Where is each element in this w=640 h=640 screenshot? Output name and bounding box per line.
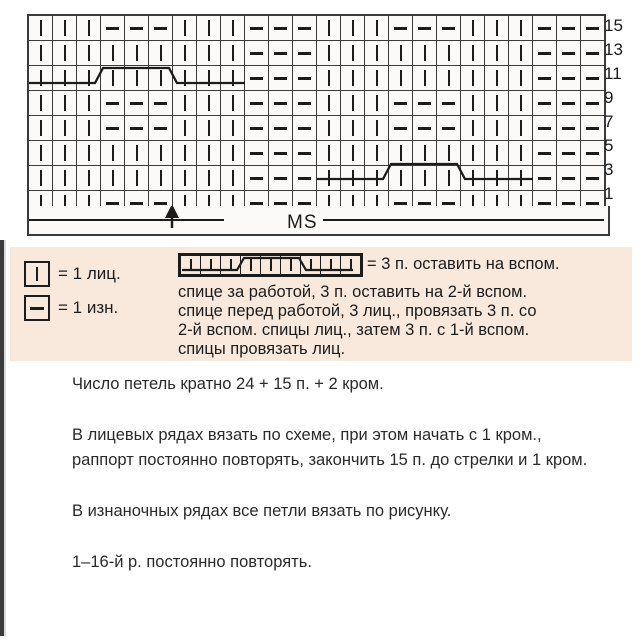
row-number: 5 [604, 136, 614, 155]
purl-cell [125, 15, 149, 41]
knit-cell [413, 166, 437, 191]
knit-cell [389, 66, 413, 91]
knit-cell [149, 41, 173, 66]
knit-cell [341, 116, 365, 141]
row-number: 11 [604, 64, 622, 83]
knit-cell [485, 41, 509, 66]
knit-cell [221, 91, 245, 116]
knit-cell [53, 116, 77, 141]
legend-item-purl [24, 291, 174, 325]
knit-cell [101, 141, 125, 166]
knit-cell [197, 66, 221, 91]
purl-cell [269, 166, 293, 191]
purl-cell [533, 166, 557, 191]
purl-cell [389, 116, 413, 141]
knit-cell [173, 91, 197, 116]
knit-cell [125, 66, 149, 91]
chart-row [28, 91, 605, 116]
purl-cell [269, 141, 293, 166]
stitch-grid [27, 14, 606, 217]
cable-legend-curve [180, 253, 357, 275]
knit-cell [101, 166, 125, 191]
knit-cell [437, 66, 461, 91]
knit-cell [53, 166, 77, 191]
knit-cell [221, 15, 245, 41]
row-number: 3 [604, 160, 614, 179]
knit-cell [341, 141, 365, 166]
cable-legend-line: спицы провязать лиц. [178, 340, 346, 358]
knit-cell [197, 15, 221, 41]
purl-cell [245, 141, 269, 166]
purl-cell [557, 41, 581, 66]
purl-cell [245, 41, 269, 66]
purl-cell [437, 116, 461, 141]
knit-cell [28, 91, 53, 116]
knit-cell [173, 66, 197, 91]
chart-grid-wrapper [27, 14, 606, 217]
chart-row [28, 66, 605, 91]
knit-cell [461, 41, 485, 66]
purl-cell [533, 41, 557, 66]
chart-row [28, 116, 605, 141]
legend-panel [10, 247, 632, 361]
knit-cell [221, 116, 245, 141]
knit-cell [485, 116, 509, 141]
purl-cell [557, 166, 581, 191]
cable-legend-description [178, 283, 624, 359]
knit-cell [461, 166, 485, 191]
knit-cell [485, 15, 509, 41]
purl-cell [293, 41, 317, 66]
knit-cell [317, 166, 341, 191]
purl-cell [293, 116, 317, 141]
knit-cell [509, 141, 533, 166]
knit-cell [173, 41, 197, 66]
knit-cell [221, 141, 245, 166]
knit-cell [437, 41, 461, 66]
knit-cell [149, 166, 173, 191]
legend-basic-symbols [24, 257, 174, 325]
purl-cell [437, 91, 461, 116]
knit-cell [149, 141, 173, 166]
purl-cell [389, 91, 413, 116]
purl-cell [557, 15, 581, 41]
purl-cell [557, 66, 581, 91]
row-number-column [604, 14, 638, 206]
purl-cell [533, 66, 557, 91]
legend-purl-label: = 1 изн. [58, 298, 119, 317]
purl-cell [557, 141, 581, 166]
knit-cell [197, 166, 221, 191]
knit-cell [77, 116, 101, 141]
knit-cell [173, 116, 197, 141]
knit-cell [365, 66, 389, 91]
knit-cell [365, 166, 389, 191]
knit-cell [341, 15, 365, 41]
knit-cell [173, 15, 197, 41]
knit-cell [173, 166, 197, 191]
purl-cell [269, 66, 293, 91]
purl-cell [533, 141, 557, 166]
purl-cell [581, 166, 606, 191]
knit-cell [341, 66, 365, 91]
knit-cell [485, 141, 509, 166]
knit-cell [28, 66, 53, 91]
knit-cell [389, 141, 413, 166]
knit-cell [509, 15, 533, 41]
knit-cell [221, 166, 245, 191]
knit-cell [413, 66, 437, 91]
knit-cell [101, 41, 125, 66]
purl-cell [581, 91, 606, 116]
purl-cell [557, 91, 581, 116]
knit-cell [461, 15, 485, 41]
purl-cell [245, 166, 269, 191]
purl-cell [101, 15, 125, 41]
purl-cell [149, 91, 173, 116]
knit-cell [53, 141, 77, 166]
knit-cell [365, 41, 389, 66]
knit-cell [461, 66, 485, 91]
knit-cell [461, 116, 485, 141]
knit-cell [317, 41, 341, 66]
purl-cell [125, 91, 149, 116]
purl-cell [269, 15, 293, 41]
cable-legend-line: спице за работой, 3 п. оставить на 2-й вспом. [178, 283, 528, 301]
knit-cell [53, 41, 77, 66]
instruction-paragraph: В лицевых рядах вязать по схеме, при этом начать с 1 кром., раппорт постоянно повторять, закончить 15 п. до стрелки и 1 кром. [72, 426, 588, 469]
knit-cell [317, 66, 341, 91]
knit-cell [77, 166, 101, 191]
knit-cell [28, 166, 53, 191]
legend-item-knit [24, 257, 174, 291]
purl-cell [101, 91, 125, 116]
instructions-text [72, 372, 592, 575]
knit-cell [509, 66, 533, 91]
knit-cell [317, 15, 341, 41]
purl-cell [269, 116, 293, 141]
knit-cell [485, 66, 509, 91]
knitting-chart [0, 0, 640, 240]
purl-cell [269, 91, 293, 116]
chart-row [28, 166, 605, 191]
purl-cell [293, 15, 317, 41]
knit-cell [509, 91, 533, 116]
knit-cell [461, 91, 485, 116]
purl-cell [293, 166, 317, 191]
knit-cell [413, 141, 437, 166]
purl-cell [245, 91, 269, 116]
chart-row [28, 15, 605, 41]
knit-cell [77, 15, 101, 41]
knit-cell [437, 166, 461, 191]
purl-cell [413, 116, 437, 141]
knit-cell [197, 116, 221, 141]
purl-cell [101, 116, 125, 141]
knit-cell [221, 41, 245, 66]
knit-cell [125, 41, 149, 66]
knit-cell [197, 91, 221, 116]
knit-cell [101, 66, 125, 91]
purl-cell [581, 116, 606, 141]
knit-cell [28, 116, 53, 141]
purl-cell [581, 66, 606, 91]
knit-cell [485, 91, 509, 116]
knit-cell [365, 116, 389, 141]
purl-cell [245, 116, 269, 141]
purl-cell [149, 116, 173, 141]
knit-cell [437, 141, 461, 166]
knit-cell [485, 166, 509, 191]
purl-cell [533, 15, 557, 41]
knit-cell [28, 15, 53, 41]
knit-cell [125, 141, 149, 166]
knit-cell [149, 66, 173, 91]
chart-row [28, 141, 605, 166]
knit-cell [317, 116, 341, 141]
instruction-paragraph: Число петель кратно 24 + 15 п. + 2 кром. [72, 375, 384, 393]
knit-cell [461, 141, 485, 166]
purl-cell [581, 15, 606, 41]
knit-cell [197, 141, 221, 166]
row-number: 15 [604, 16, 623, 35]
purl-cell [293, 66, 317, 91]
knit-cell [509, 116, 533, 141]
knit-cell [197, 41, 221, 66]
nine-stitch-cable-icon [178, 253, 363, 282]
knit-cell [77, 141, 101, 166]
knit-cell [77, 66, 101, 91]
knit-cell [125, 166, 149, 191]
purl-cell [293, 141, 317, 166]
knit-stitch-icon [24, 261, 50, 287]
knit-cell [77, 91, 101, 116]
knit-cell [365, 91, 389, 116]
knit-cell [77, 41, 101, 66]
purl-stitch-icon [24, 295, 50, 321]
knit-cell [28, 41, 53, 66]
purl-cell [149, 15, 173, 41]
purl-cell [125, 116, 149, 141]
knit-cell [389, 166, 413, 191]
purl-cell [533, 116, 557, 141]
knit-cell [173, 141, 197, 166]
cable-legend-first-line: = 3 п. оставить на вспом. [367, 255, 560, 273]
knit-cell [341, 91, 365, 116]
cable-legend-line: 2-й вспом. спицы лиц., затем 3 п. с 1-й вспом. [178, 321, 530, 339]
knit-cell [341, 41, 365, 66]
legend-cable-symbol [178, 253, 624, 359]
knit-cell [28, 141, 53, 166]
chart-row [28, 41, 605, 66]
purl-cell [389, 15, 413, 41]
row-number: 7 [604, 112, 614, 131]
purl-cell [437, 15, 461, 41]
purl-cell [245, 15, 269, 41]
knit-cell [53, 15, 77, 41]
knit-cell [317, 141, 341, 166]
row-number: 9 [604, 88, 614, 107]
instruction-paragraph: 1–16-й р. постоянно повторять. [72, 553, 312, 571]
knit-cell [509, 166, 533, 191]
purl-cell [245, 66, 269, 91]
row-number: 13 [604, 40, 623, 59]
purl-cell [269, 41, 293, 66]
instruction-paragraph: В изнаночных рядах все петли вязать по рисунку. [72, 502, 452, 520]
knit-cell [365, 15, 389, 41]
knit-cell [365, 141, 389, 166]
knit-cell [317, 91, 341, 116]
repeat-label: MS [282, 212, 323, 234]
row-number: 1 [604, 184, 614, 203]
cable-legend-line: спице перед работой, 3 лиц., провязать 3 п. со [178, 302, 537, 320]
knit-cell [221, 66, 245, 91]
purl-cell [581, 141, 606, 166]
knit-cell [389, 41, 413, 66]
knit-cell [53, 66, 77, 91]
knit-cell [509, 41, 533, 66]
knit-cell [413, 41, 437, 66]
purl-cell [533, 91, 557, 116]
purl-cell [413, 91, 437, 116]
purl-cell [581, 41, 606, 66]
knit-cell [53, 91, 77, 116]
purl-cell [413, 15, 437, 41]
purl-cell [293, 91, 317, 116]
legend-knit-label: = 1 лиц. [58, 264, 121, 283]
knit-cell [341, 166, 365, 191]
purl-cell [557, 116, 581, 141]
